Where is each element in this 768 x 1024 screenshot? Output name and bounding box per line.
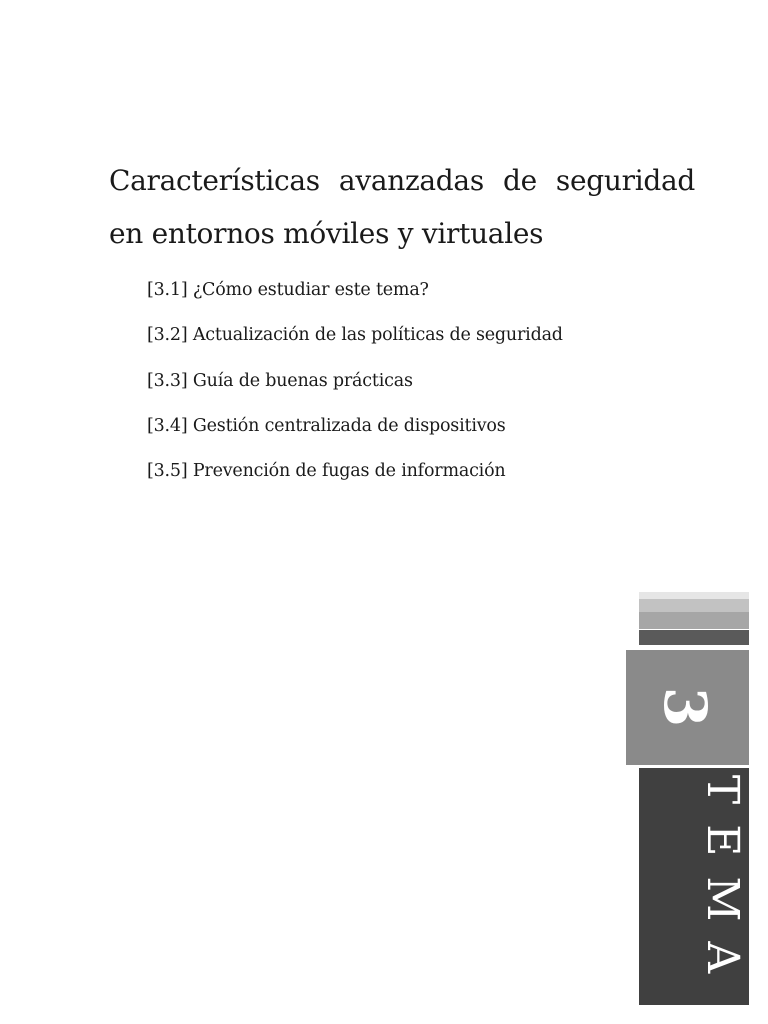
chapter-tab-stripe (639, 612, 749, 629)
chapter-number: 3 (651, 686, 719, 728)
chapter-tab-stripe (639, 599, 749, 612)
table-of-contents (147, 274, 563, 500)
chapter-tab-stripe (639, 630, 749, 645)
chapter-label: TEMA (697, 774, 748, 994)
chapter-tab-stripe (639, 592, 749, 599)
toc-item: [3.1] ¿Cómo estudiar este tema? (147, 280, 429, 300)
toc-item: [3.4] Gestión centralizada de dispositivos (147, 415, 506, 436)
toc-item: [3.5] Prevención de fugas de información (147, 461, 506, 482)
toc-item: [3.3] Guía de buenas prácticas (147, 370, 413, 391)
toc-item: [3.2] Actualización de las políticas de seguridad (147, 325, 563, 346)
chapter-title: Características avanzadas de seguridad en entornos móviles y virtuales (109, 164, 695, 250)
